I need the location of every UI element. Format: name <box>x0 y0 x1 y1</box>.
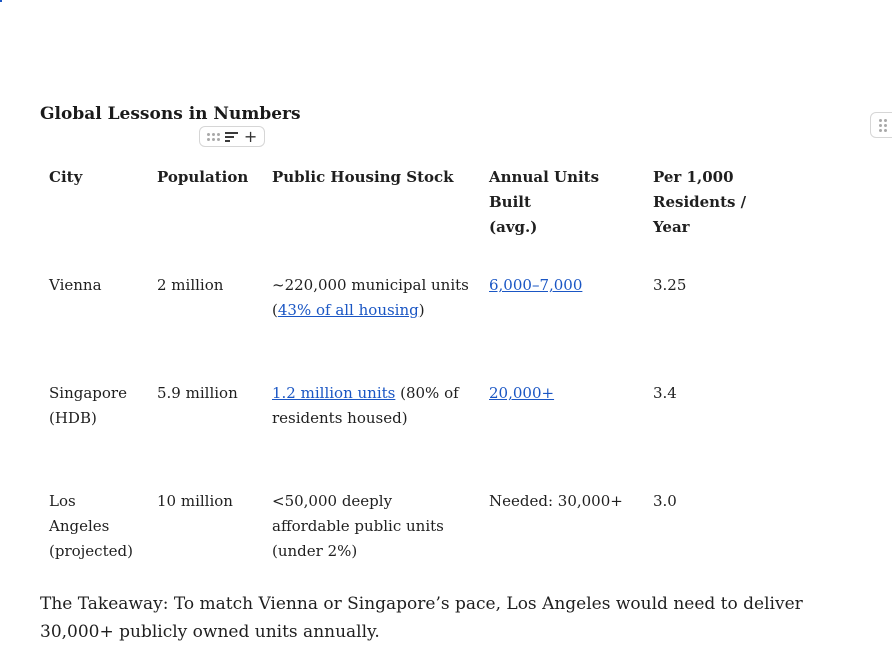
text-align-icon[interactable] <box>225 132 238 142</box>
city-name: Singapore <box>49 384 127 402</box>
cell-city <box>40 268 148 376</box>
header-per-1000 <box>644 160 794 268</box>
cell-per-1000: 3.25 <box>653 276 687 294</box>
header-per-line2: Residents / Year <box>653 193 747 236</box>
cell-per-1000: 3.4 <box>653 384 677 402</box>
cell-stock: <50,000 deeply affordable public units (under 2%) <box>272 492 444 560</box>
units-link[interactable]: 6,000–7,000 <box>489 276 583 294</box>
cell-stock <box>263 376 480 484</box>
table-row <box>40 484 794 592</box>
stock-text: (80% of residents housed) <box>272 384 459 427</box>
cell-population: 10 million <box>157 492 233 510</box>
header-annual-units <box>480 160 644 268</box>
block-toolbar[interactable] <box>199 126 265 147</box>
paren-open: ( <box>272 301 278 319</box>
cell-annual-units: Needed: 30,000+ <box>489 492 623 510</box>
side-drag-handle[interactable] <box>870 112 892 138</box>
city-qualifier: (HDB) <box>49 409 97 427</box>
city-qualifier: (projected) <box>49 542 133 560</box>
table-row <box>40 268 794 376</box>
cell-annual-units <box>480 268 644 376</box>
cell-population: 2 million <box>157 276 224 294</box>
plus-icon[interactable]: + <box>243 126 258 146</box>
header-city: City <box>49 168 83 186</box>
takeaway-paragraph: The Takeaway: To match Vienna or Singapore’s pace, Los Angeles would need to deliver 30,000+ publicly owned units annually. <box>40 594 803 642</box>
cell-stock <box>263 268 480 376</box>
paren-close: ) <box>418 301 425 319</box>
city-name: Los Angeles <box>49 492 110 535</box>
drag-handle-icon[interactable] <box>207 133 220 141</box>
cursor-marker <box>0 0 2 2</box>
units-link[interactable]: 20,000+ <box>489 384 555 402</box>
cell-population: 5.9 million <box>157 384 238 402</box>
cell-annual-units <box>480 376 644 484</box>
cell-city <box>40 484 148 592</box>
header-per-line1: Per 1,000 <box>653 168 734 186</box>
stock-text: ~220,000 municipal units <box>272 276 469 294</box>
stock-link[interactable]: 43% of all housing <box>277 301 419 319</box>
drag-handle-icon[interactable] <box>879 119 892 132</box>
table-header-row <box>40 160 794 268</box>
data-table <box>40 160 794 592</box>
stock-link[interactable]: 1.2 million units <box>272 384 396 402</box>
cell-city <box>40 376 148 484</box>
header-annual-units-line2: (avg.) <box>489 218 538 236</box>
city-name: Vienna <box>49 276 102 294</box>
section-heading: Global Lessons in Numbers <box>40 104 301 124</box>
header-annual-units-line1: Annual Units Built <box>489 168 600 211</box>
header-population: Population <box>157 168 249 186</box>
header-stock: Public Housing Stock <box>272 168 454 186</box>
table-row <box>40 376 794 484</box>
cell-per-1000: 3.0 <box>653 492 677 510</box>
